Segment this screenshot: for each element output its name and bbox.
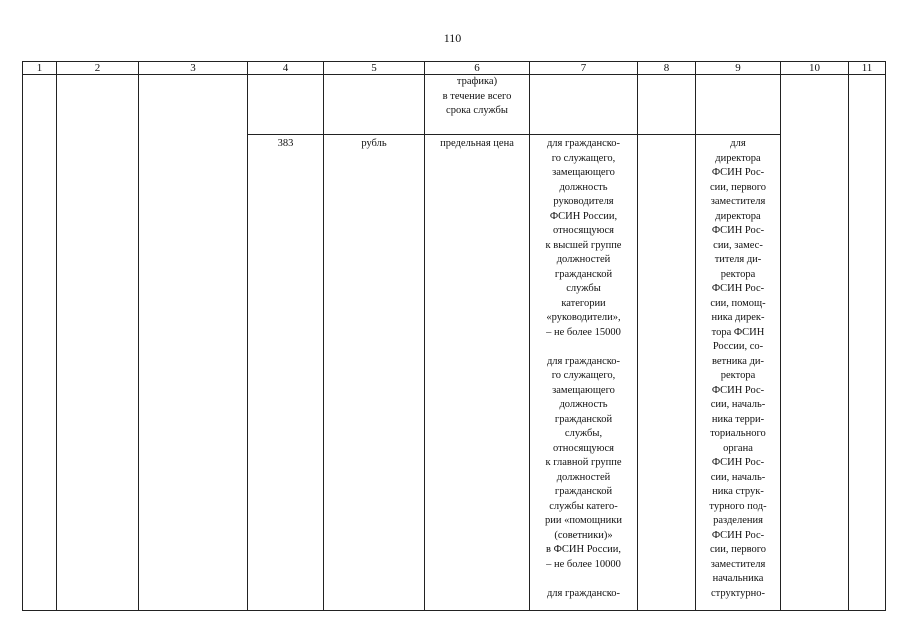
text-line: структурно- (710, 587, 766, 599)
text-line: для гражданско- (546, 138, 621, 149)
text-line: гражданской (554, 268, 613, 280)
text-line: директора (715, 210, 761, 222)
table-row (23, 75, 886, 135)
text-line: в ФСИН России, (546, 544, 621, 555)
column-number: 10 (781, 62, 849, 75)
unit-value: рубль (361, 138, 387, 149)
text-line: службы катего- (549, 500, 618, 512)
text-line: в течение всего (442, 90, 512, 102)
text-line: ФСИН Рос- (711, 457, 765, 468)
text-line: должность (559, 181, 608, 193)
cell-col9 (696, 135, 781, 611)
column-number: 2 (57, 62, 139, 75)
cell-col7 (530, 135, 638, 611)
col9-text (696, 135, 780, 601)
cell-col11 (849, 75, 886, 611)
cell-col1 (23, 75, 57, 611)
text-line: разделения (713, 515, 763, 526)
text-line: сии, помощ- (710, 297, 766, 309)
price-type-value: предельная цена (440, 138, 514, 149)
text-line: должностей (556, 254, 611, 265)
text-line: сии, первого (709, 544, 767, 555)
text-line: замещающего (552, 167, 615, 178)
text-line: ториального (710, 428, 766, 439)
text-line: ректора (720, 268, 756, 280)
page-number: 110 (443, 31, 462, 45)
text-line: ФСИН России, (549, 210, 618, 222)
cell-col4 (248, 75, 324, 135)
text-line: начальника (712, 573, 764, 584)
text-line: турного под- (709, 500, 767, 512)
cell-col8 (638, 135, 696, 611)
text-line: ректора (720, 370, 756, 381)
text-line: (советники)» (554, 529, 613, 541)
requirements-table (22, 61, 886, 611)
cell-col8 (638, 75, 696, 135)
text-line: сии, первого (709, 181, 767, 193)
text-line: – не более 15000 (546, 326, 621, 338)
column-number: 4 (248, 62, 324, 75)
cell-col6 (425, 75, 530, 135)
text-line: к главной группе (545, 457, 622, 468)
text-line: ФСИН Рос- (711, 529, 765, 541)
column-number: 11 (849, 62, 886, 75)
text-line: – не более 10000 (546, 558, 621, 570)
text-line: сии, началь- (710, 399, 766, 410)
text-line: го служащего, (551, 370, 616, 381)
cell-col9 (696, 75, 781, 135)
text-line: службы (566, 283, 601, 294)
text-line: сии, началь- (710, 471, 766, 483)
text-line: тителя ди- (714, 254, 762, 265)
text-line: ФСИН Рос- (711, 384, 765, 396)
text-line: тора ФСИН (711, 326, 765, 338)
text-line: для гражданско- (546, 355, 621, 367)
cell-col2 (57, 75, 139, 611)
text-line: органа (723, 442, 753, 454)
text-line: должностей (556, 471, 611, 483)
text-line: ника дирек- (711, 312, 765, 323)
text-line: относящуюся (553, 442, 614, 454)
cell-col6 (425, 135, 530, 611)
text-line: заместителя (710, 558, 766, 570)
text-line: ФСИН Рос- (711, 225, 765, 236)
text-line: ника терри- (711, 413, 765, 425)
text-line: гражданской (554, 486, 613, 497)
column-number: 5 (324, 62, 425, 75)
text-line: категории (561, 297, 606, 309)
cell-col5 (324, 135, 425, 611)
paragraph-gap (530, 572, 637, 587)
cell-col3 (139, 75, 248, 611)
text-line: к высшей группе (545, 239, 622, 251)
text-line: ветника ди- (711, 355, 765, 367)
text-line: «руководители», (546, 312, 621, 323)
text-line: ФСИН Рос- (711, 283, 765, 294)
text-line: службы, (564, 428, 603, 439)
column-number: 8 (638, 62, 696, 75)
cell-col10 (781, 75, 849, 611)
text-line: руководителя (553, 196, 614, 207)
column-number-row (23, 62, 886, 75)
text-line: должность (559, 399, 608, 410)
text-line: для (730, 138, 746, 149)
text-line: трафика) (456, 76, 498, 87)
text-line: ФСИН Рос- (711, 167, 765, 178)
text-line: рии «помощники (545, 515, 622, 526)
column-number: 7 (530, 62, 638, 75)
cell-col7 (530, 75, 638, 135)
col7-text (530, 135, 637, 601)
text-line: замещающего (552, 384, 615, 396)
cell-col5 (324, 75, 425, 135)
text-line: го служащего, (551, 152, 616, 164)
paragraph-gap (530, 340, 637, 355)
code-value: 383 (277, 138, 294, 149)
text-line: заместителя (710, 196, 766, 207)
column-number: 9 (696, 62, 781, 75)
text-line: срока службы (446, 105, 508, 116)
text-line: ника струк- (712, 486, 764, 497)
text-line: гражданской (554, 413, 613, 425)
text-line: директора (715, 152, 761, 164)
text-line: для гражданско- (546, 587, 621, 599)
column-number: 6 (425, 62, 530, 75)
cell-col4 (248, 135, 324, 611)
text-line: относящуюся (553, 225, 614, 236)
column-number: 1 (23, 62, 57, 75)
column-number: 3 (139, 62, 248, 75)
text-line: сии, замес- (713, 239, 763, 251)
text-line: России, со- (712, 341, 764, 352)
